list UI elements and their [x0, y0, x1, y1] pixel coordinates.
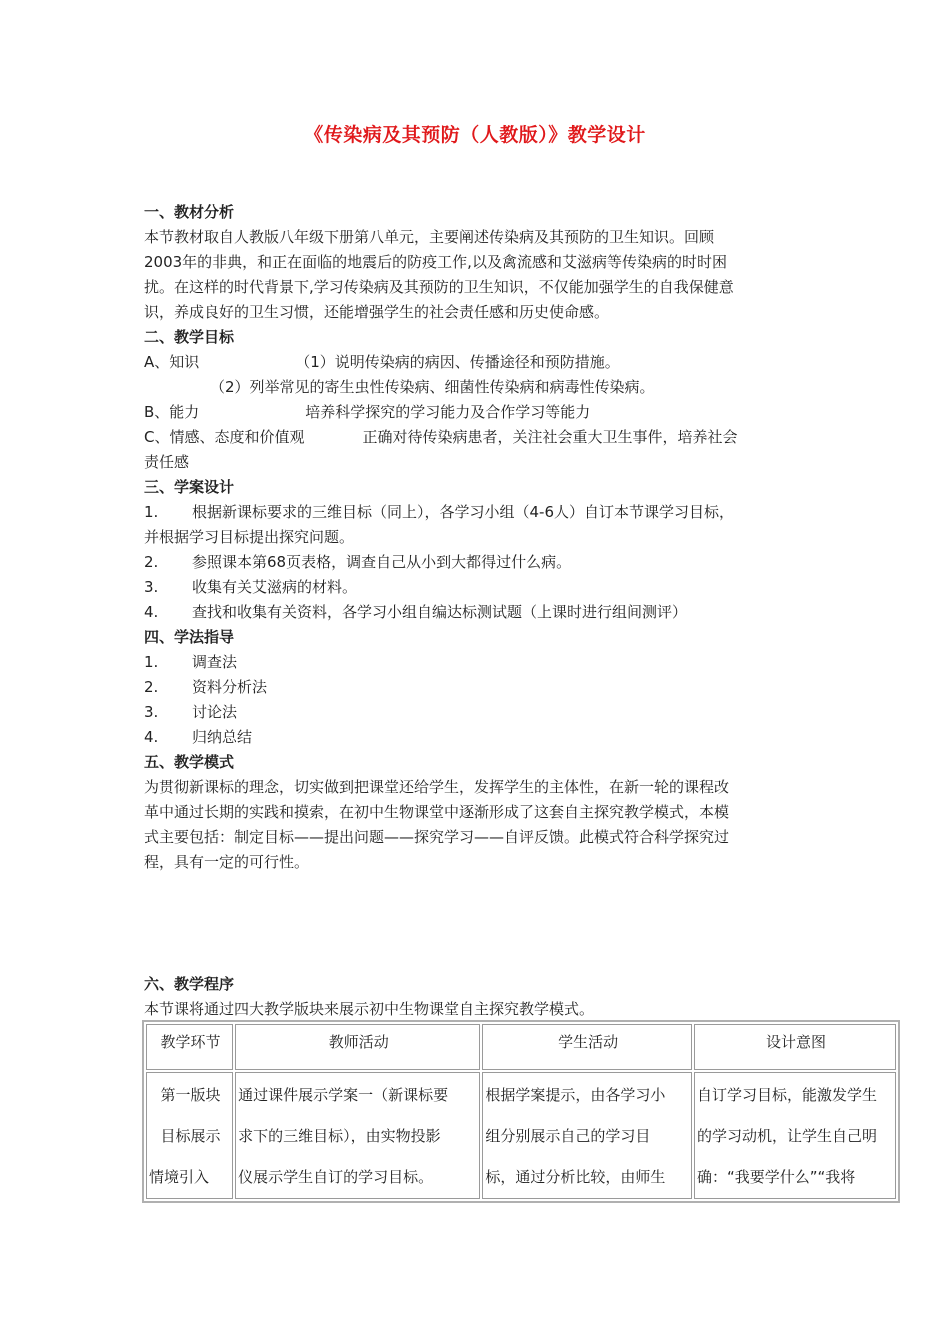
paragraph-line: 本节课将通过四大教学版块来展示初中生物课堂自主探究教学模式。	[144, 1000, 595, 1018]
cell-line: 组分别展示自己的学习目	[485, 1127, 651, 1145]
cell-line: 通过课件展示学案一（新课标要	[238, 1086, 449, 1104]
list-text: 参照课本第68页表格，调查自己从小到大都得过什么病。	[192, 553, 572, 571]
list-text: 根据新课标要求的三维目标（同上），各学习小组（4-6人）自订本节课学习目标，	[192, 503, 735, 521]
objective-ability	[144, 400, 814, 425]
cell-line: 仪展示学生自订的学习目标。	[238, 1168, 434, 1186]
paragraph-line: 式主要包括：制定目标——提出问题——探究学习——自评反馈。此模式符合科学探究过	[144, 828, 730, 846]
objective-knowledge	[144, 350, 814, 375]
objective-label: A、知识	[144, 353, 200, 371]
table-cell-student	[482, 1072, 692, 1199]
list-text: 收集有关艾滋病的材料。	[192, 578, 358, 596]
list-item	[144, 675, 814, 700]
cell-line: 的学习动机，让学生自己明	[696, 1127, 877, 1145]
list-text: 资料分析法	[192, 678, 268, 696]
list-item-cont: 并根据学习目标提出探究问题。	[144, 528, 355, 546]
cell-line: 根据学案提示，由各学习小	[485, 1086, 666, 1104]
cell-line: 目标展示	[160, 1127, 221, 1145]
table-header: 教学环节	[146, 1024, 233, 1070]
objective-label: C、情感、态度和价值观	[144, 428, 305, 446]
list-number: 1.	[144, 653, 159, 671]
section-6	[144, 972, 814, 1022]
cell-line: 情境引入	[149, 1168, 210, 1186]
section-heading-6: 六、教学程序	[144, 975, 235, 993]
list-number: 2.	[144, 678, 159, 696]
objective-attitude-cont: 责任感	[144, 453, 190, 471]
paragraph-line: 识，养成良好的卫生习惯，还能增强学生的社会责任感和历史使命感。	[144, 303, 610, 321]
objective-text: 培养科学探究的学习能力及合作学习等能力	[305, 403, 591, 421]
document-title: 《传染病及其预防（人教版）》教学设计	[304, 124, 646, 146]
table-cell-teacher	[235, 1072, 480, 1199]
objective-text: 正确对待传染病患者，关注社会重大卫生事件，培养社会	[362, 428, 738, 446]
list-item	[144, 700, 814, 725]
cell-line: 标，通过分析比较，由师生	[485, 1168, 666, 1186]
list-item	[144, 725, 814, 750]
cell-line: 第一版块	[160, 1086, 221, 1104]
section-heading-5: 五、教学模式	[144, 753, 235, 771]
list-number: 1.	[144, 503, 159, 521]
table-cell-intent	[694, 1072, 896, 1199]
list-item	[144, 550, 814, 575]
section-heading-4: 四、学法指导	[144, 628, 235, 646]
paragraph-line: 2003年的非典，和正在面临的地震后的防疫工作,以及禽流感和艾滋病等传染病的时时困	[144, 253, 727, 271]
cell-line: 求下的三维目标），由实物投影	[238, 1127, 441, 1145]
cell-line: 确：“我要学什么”“我将	[696, 1168, 856, 1186]
objective-label: B、能力	[144, 403, 200, 421]
list-number: 2.	[144, 553, 159, 571]
objective-knowledge-2: （2）列举常见的寄生虫性传染病、细菌性传染病和病毒性传染病。	[210, 378, 655, 396]
objective-attitude	[144, 425, 814, 450]
table-header: 学生活动	[482, 1024, 692, 1070]
list-number: 3.	[144, 578, 159, 596]
teaching-procedure-table	[142, 1020, 900, 1203]
table-header: 设计意图	[694, 1024, 896, 1070]
paragraph-line: 革中通过长期的实践和摸索，在初中生物课堂中逐渐形成了这套自主探究教学模式，本模	[144, 803, 730, 821]
list-item	[144, 600, 814, 625]
paragraph-line: 程，具有一定的可行性。	[144, 853, 310, 871]
paragraph-line: 为贯彻新课标的理念，切实做到把课堂还给学生，发挥学生的主体性，在新一轮的课程改	[144, 778, 730, 796]
section-heading-2: 二、教学目标	[144, 328, 235, 346]
document-body	[144, 200, 814, 875]
section-heading-1: 一、教材分析	[144, 203, 235, 221]
list-number: 3.	[144, 703, 159, 721]
section-heading-3: 三、学案设计	[144, 478, 235, 496]
table-cell-stage	[146, 1072, 233, 1199]
cell-line: 自订学习目标，能激发学生	[696, 1086, 877, 1104]
list-number: 4.	[144, 728, 159, 746]
list-item	[144, 650, 814, 675]
list-text: 讨论法	[192, 703, 238, 721]
paragraph-line: 扰。在这样的时代背景下,学习传染病及其预防的卫生知识，不仅能加强学生的自我保健意	[144, 278, 734, 296]
objective-text: （1）说明传染病的病因、传播途径和预防措施。	[295, 353, 620, 371]
paragraph-line: 本节教材取自人教版八年级下册第八单元，主要阐述传染病及其预防的卫生知识。回顾	[144, 228, 715, 246]
list-text: 调查法	[192, 653, 238, 671]
list-text: 归纳总结	[192, 728, 253, 746]
list-text: 查找和收集有关资料，各学习小组自编达标测试题（上课时进行组间测评）	[192, 603, 688, 621]
list-item	[144, 500, 814, 525]
list-number: 4.	[144, 603, 159, 621]
table-header-row	[146, 1024, 896, 1070]
table-row	[146, 1072, 896, 1199]
table-header: 教师活动	[235, 1024, 480, 1070]
list-item	[144, 575, 814, 600]
